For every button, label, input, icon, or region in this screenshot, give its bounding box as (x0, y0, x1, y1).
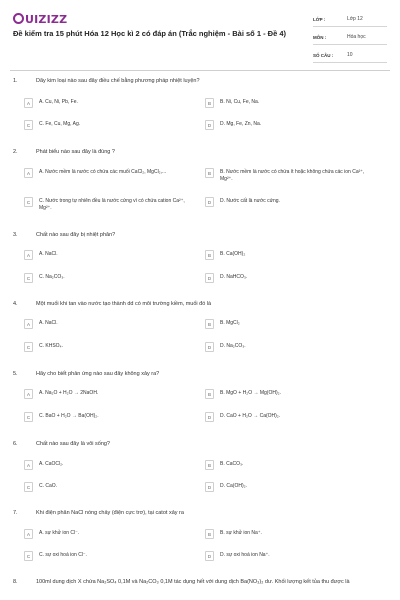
option-letter-box[interactable]: A (24, 168, 33, 178)
option-text: D. NaHCO₃. (220, 273, 248, 280)
meta-panel (313, 12, 387, 66)
option-text: B. CaCO₃. (220, 460, 244, 467)
answer-option-c[interactable] (24, 482, 196, 492)
option-text: C. Na₂CO₃. (39, 273, 65, 280)
answer-option-a[interactable] (24, 168, 196, 178)
option-text: B. Ni, Cu, Fe, Na. (220, 98, 260, 105)
option-text: A. CaOCl₂. (39, 460, 64, 467)
question-header (10, 579, 390, 586)
option-text: C. KHSO₄. (39, 342, 63, 349)
option-letter-box[interactable]: C (24, 551, 33, 561)
option-letter-box[interactable]: B (205, 460, 214, 470)
option-letter-box[interactable]: B (205, 319, 214, 329)
question-number: 8. (13, 579, 18, 585)
answer-option-c[interactable] (24, 342, 196, 352)
answer-option-b[interactable] (205, 460, 377, 470)
answer-option-a[interactable] (24, 460, 196, 470)
meta-row-question-count (313, 48, 387, 63)
answer-option-c[interactable] (24, 412, 196, 422)
answer-option-d[interactable] (205, 412, 377, 422)
question-header (10, 510, 390, 517)
question-text: Hãy cho biết phản ứng nào sau đây không xảy ra? (36, 371, 160, 377)
question-text: Một muối khi tan vào nước tạo thành dd có môi trường kiềm, muối đó là (36, 301, 212, 307)
answer-option-b[interactable] (205, 319, 377, 329)
question-4 (10, 301, 390, 350)
option-text: C. Nước trong tự nhiên đều là nước cứng vì có chứa cation Ca²⁺, Mg²⁺. (39, 197, 185, 211)
answer-option-c[interactable] (24, 273, 196, 283)
question-text: Dãy kim loại nào sau đây điều chế bằng phương pháp nhiệt luyện? (36, 78, 200, 84)
option-text: B. Nước mềm là nước có chứa ít hoặc không chứa các ion Ca²⁺, Mg²⁺. (220, 168, 365, 182)
header-divider (10, 70, 390, 71)
option-letter-box[interactable]: D (205, 412, 214, 422)
question-header (10, 441, 390, 448)
quizizz-logo (13, 13, 67, 26)
option-letter-box[interactable]: C (24, 412, 33, 422)
option-text: A. Cu, Ni, Pb, Fe. (39, 98, 78, 105)
answer-option-d[interactable] (205, 342, 377, 352)
answer-option-b[interactable] (205, 250, 377, 260)
answer-option-c[interactable] (24, 197, 196, 212)
question-number: 4. (13, 301, 18, 307)
answer-option-a[interactable] (24, 389, 196, 399)
logo-text: UIZIZZ (25, 13, 68, 26)
answer-option-d[interactable] (205, 273, 377, 283)
option-text: B. MgCl₂ (220, 319, 240, 326)
question-8 (10, 579, 390, 586)
option-letter-box[interactable]: A (24, 319, 33, 329)
answer-option-d[interactable] (205, 551, 377, 561)
meta-row-class (313, 12, 387, 27)
option-letter-box[interactable]: A (24, 529, 33, 539)
option-letter-box[interactable]: B (205, 250, 214, 260)
option-text: D. Mg, Fe, Zn, Na. (220, 120, 262, 127)
option-text: D. Na₂CO₃. (220, 342, 246, 349)
option-letter-box[interactable]: B (205, 529, 214, 539)
question-text: Chất nào sau đây là vôi sống? (36, 441, 110, 447)
answer-option-d[interactable] (205, 197, 377, 207)
option-letter-box[interactable]: D (205, 197, 214, 207)
meta-label: SỐ CÂU : (313, 52, 334, 58)
question-number: 5. (13, 371, 18, 377)
page-title: Đề kiểm tra 15 phút Hóa 12 Học kì 2 có đáp án (Trắc nghiệm - Bài số 1 - Đề 4) (13, 29, 286, 38)
question-6 (10, 441, 390, 490)
option-text: C. CaO. (39, 482, 58, 489)
meta-label: MÔN : (313, 34, 327, 40)
option-letter-box[interactable]: A (24, 250, 33, 260)
question-number: 7. (13, 510, 18, 516)
option-letter-box[interactable]: C (24, 482, 33, 492)
option-text: D. CaO + H₂O → Ca(OH)₂. (220, 412, 281, 419)
question-text: Chất nào sau đây bị nhiệt phân? (36, 232, 116, 238)
answer-option-d[interactable] (205, 120, 377, 130)
option-letter-box[interactable]: B (205, 98, 214, 108)
answer-option-b[interactable] (205, 168, 377, 183)
question-7 (10, 510, 390, 559)
option-letter-box[interactable]: B (205, 168, 214, 178)
meta-value: Lớp 12 (347, 16, 363, 22)
meta-value: 10 (347, 52, 353, 58)
option-text: B. sự khử ion Na⁺. (220, 529, 262, 536)
option-text: B. Ca(OH)₂ (220, 250, 246, 257)
question-number: 2. (13, 149, 18, 155)
answer-option-b[interactable] (205, 389, 377, 399)
meta-row-subject (313, 30, 387, 45)
option-letter-box[interactable]: D (205, 551, 214, 561)
option-letter-box[interactable]: A (24, 460, 33, 470)
question-text: Khi điện phân NaCl nóng chảy (điện cực trơ), tại catot xảy ra (36, 510, 184, 516)
question-header (10, 301, 390, 308)
question-number: 1. (13, 78, 18, 84)
answer-option-b[interactable] (205, 98, 377, 108)
option-text: C. sự oxi hoá ion Cl⁻. (39, 551, 87, 558)
question-header (10, 371, 390, 378)
option-text: D. Nước cất là nước cứng. (220, 197, 280, 204)
question-3 (10, 232, 390, 281)
answer-option-c[interactable] (24, 120, 196, 130)
option-text: A. NaCl. (39, 319, 58, 326)
option-text: B. MgO + H₂O → Mg(OH)₂. (220, 389, 281, 396)
question-number: 3. (13, 232, 18, 238)
option-letter-box[interactable]: D (205, 120, 214, 130)
answer-option-d[interactable] (205, 482, 377, 492)
answer-option-a[interactable] (24, 250, 196, 260)
logo-q-icon (13, 13, 24, 24)
option-letter-box[interactable]: B (205, 389, 214, 399)
option-text: A. Na₂O + H₂O → 2NaOH. (39, 389, 99, 396)
answer-option-a[interactable] (24, 529, 196, 539)
question-text: 100ml dung dịch X chứa Na₂SO₄ 0,1M và Na₂CO₃ 0,1M tác dụng hết với dung dịch Ba(NO₃)₂ dư. Khối lượng kết tủa thu được là (36, 579, 350, 585)
option-letter-box[interactable]: C (24, 120, 33, 130)
option-letter-box[interactable]: D (205, 482, 214, 492)
meta-label: LỚP : (313, 16, 326, 22)
option-text: A. NaCl. (39, 250, 58, 257)
option-letter-box[interactable]: C (24, 342, 33, 352)
option-letter-box[interactable]: C (24, 273, 33, 283)
option-letter-box[interactable]: D (205, 273, 214, 283)
option-text: D. Ca(OH)₂. (220, 482, 247, 489)
option-text: D. sự oxi hoá ion Na⁺. (220, 551, 270, 558)
answer-option-a[interactable] (24, 319, 196, 329)
option-letter-box[interactable]: C (24, 197, 33, 207)
meta-value: Hóa học (347, 34, 366, 40)
option-text: C. Fe, Cu, Mg, Ag. (39, 120, 81, 127)
question-5 (10, 371, 390, 420)
question-header (10, 78, 390, 85)
question-header (10, 232, 390, 239)
answer-option-a[interactable] (24, 98, 196, 108)
option-text: A. Nước mềm là nước có chứa các muối CaCl₂, MgCl₂,... (39, 168, 167, 175)
question-1 (10, 78, 390, 128)
question-header (10, 149, 390, 156)
question-number: 6. (13, 441, 18, 447)
option-text: C. BaO + H₂O → Ba(OH)₂. (39, 412, 99, 419)
option-text: A. sự khử ion Cl⁻. (39, 529, 80, 536)
option-letter-box[interactable]: A (24, 98, 33, 108)
question-2 (10, 149, 390, 211)
option-letter-box[interactable]: A (24, 389, 33, 399)
option-letter-box[interactable]: D (205, 342, 214, 352)
answer-option-b[interactable] (205, 529, 377, 539)
question-text: Phát biểu nào sau đây là đúng ? (36, 149, 115, 155)
answer-option-c[interactable] (24, 551, 196, 561)
